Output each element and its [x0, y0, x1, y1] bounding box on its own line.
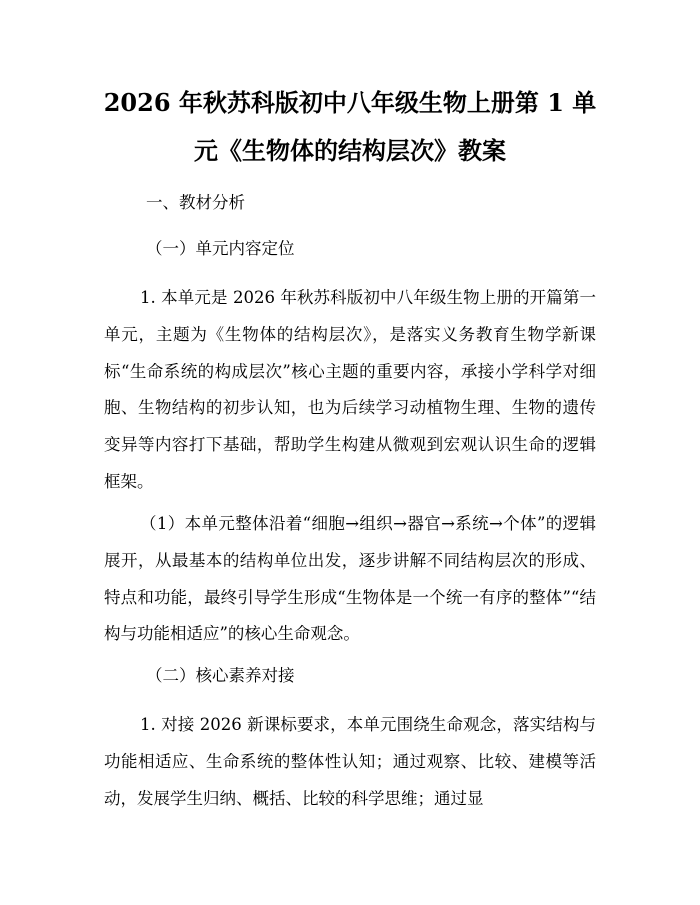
subsection-heading-unit-positioning: （一）单元内容定位 — [146, 239, 295, 258]
paragraph-unit-structure: （1）本单元整体沿着“细胞→组织→器官→系统→个体”的逻辑展开，从最基本的结构单位出发，逐步讲解不同结构层次的形成、特点和功能，最终引导学生形成“生物体是一个统一有序的整体”“结构与功能相适应”的核心生命观念。 — [104, 514, 596, 644]
document-title-line-2: 元《生物体的结构层次》教案 — [194, 136, 506, 165]
document-title-line-1: 2026 年秋苏科版初中八年级生物上册第 1 单 — [103, 88, 597, 117]
subsection-heading-core-literacy: （二）核心素养对接 — [146, 666, 295, 685]
paragraph-unit-overview: 1. 本单元是 2026 年秋苏科版初中八年级生物上册的开篇第一单元，主题为《生物体的结构层次》，是落实义务教育生物学新课标“生命系统的构成层次”核心主题的重要内容，承接小学科学对细胞、生物结构的初步认知，也为后续学习动植物生理、生物的遗传变异等内容打下基础，帮助学生构建从微观到宏观认识生命的逻辑框架。 — [104, 288, 596, 491]
section-heading-textbook-analysis: 一、教材分析 — [146, 193, 245, 212]
paragraph-core-literacy: 1. 对接 2026 新课标要求，本单元围绕生命观念，落实结构与功能相适应、生命系统的整体性认知；通过观察、比较、建模等活动，发展学生归纳、概括、比较的科学思维；通过显 — [104, 715, 596, 808]
